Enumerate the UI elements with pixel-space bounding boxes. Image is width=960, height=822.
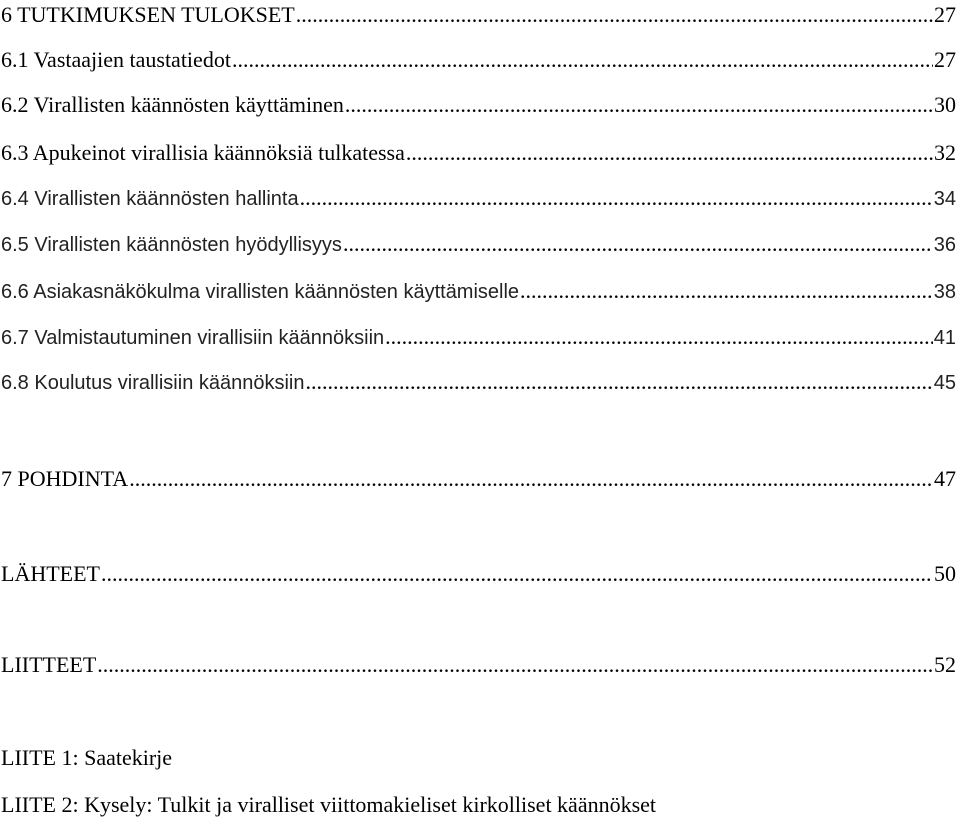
toc-entry-title: LÄHTEET (1, 561, 100, 586)
toc-entry-page: 41 (933, 327, 956, 349)
toc-entry-title: 6.3 Apukeinot virallisia käännöksiä tulkatessa (1, 140, 405, 165)
toc-dot-leader (343, 229, 933, 259)
toc-entry-page: 27 (934, 47, 956, 72)
toc-entry-title: 6.5 Virallisten käännösten hyödyllisyys (1, 234, 342, 256)
toc-dot-leader (97, 650, 933, 680)
toc-entry-page: 38 (933, 281, 956, 303)
toc-entry[interactable] (0, 183, 956, 213)
toc-entry-title: 6.6 Asiakasnäkökulma virallisten käännösten käyttämiselle (1, 281, 520, 303)
toc-entry-page: 34 (933, 188, 956, 210)
toc-entry-page: 30 (934, 92, 956, 117)
toc-entry[interactable] (0, 367, 956, 397)
toc-entry-page: 32 (934, 140, 956, 165)
toc-dot-leader (129, 464, 933, 494)
toc-entry-title: 6.8 Koulutus virallisiin käännöksiin (1, 372, 305, 394)
toc-dot-leader (345, 90, 933, 120)
toc-entry-title: 7 POHDINTA (1, 466, 129, 491)
toc-entry[interactable] (0, 276, 956, 306)
toc-entry-title: 6.7 Valmistautuminen virallisiin käännöksiin (1, 327, 385, 349)
toc-entry[interactable] (0, 464, 956, 494)
toc-entry[interactable] (0, 650, 956, 680)
toc-dot-leader (306, 367, 933, 397)
toc-entry[interactable] (0, 0, 956, 30)
appendix-entry[interactable] (0, 790, 956, 820)
toc-entry[interactable] (0, 138, 956, 168)
toc-dot-leader (520, 276, 933, 306)
toc-entry[interactable] (0, 559, 956, 589)
toc-entry[interactable] (0, 90, 956, 120)
toc-entry-title: 6.2 Virallisten käännösten käyttäminen (1, 92, 344, 117)
toc-entry[interactable] (0, 45, 956, 75)
toc-entry-title: 6 TUTKIMUKSEN TULOKSET (1, 2, 295, 27)
appendix-entry-title: LIITE 2: Kysely: Tulkit ja viralliset viittomakieliset kirkolliset käännökset (1, 792, 657, 817)
toc-entry-page: 27 (934, 2, 956, 27)
toc-entry[interactable] (0, 322, 956, 352)
toc-dot-leader (232, 45, 933, 75)
toc-dot-leader (406, 138, 933, 168)
appendix-entry-title: LIITE 1: Saatekirje (1, 745, 173, 770)
toc-entry-title: 6.4 Virallisten käännösten hallinta (1, 188, 299, 210)
toc-entry-page: 45 (933, 372, 956, 394)
toc-dot-leader (296, 0, 933, 30)
toc-entry-page: 52 (934, 652, 956, 677)
toc-dot-leader (385, 322, 933, 352)
toc-dot-leader (101, 559, 933, 589)
toc-dot-leader (300, 183, 933, 213)
appendix-entry[interactable] (0, 743, 956, 773)
toc-entry-page: 50 (934, 561, 956, 586)
toc-entry-title: 6.1 Vastaajien taustatiedot (1, 47, 231, 72)
toc-entry-page: 47 (934, 466, 956, 491)
toc-entry[interactable] (0, 229, 956, 259)
toc-entry-title: LIITTEET (1, 652, 97, 677)
toc-entry-page: 36 (933, 234, 956, 256)
